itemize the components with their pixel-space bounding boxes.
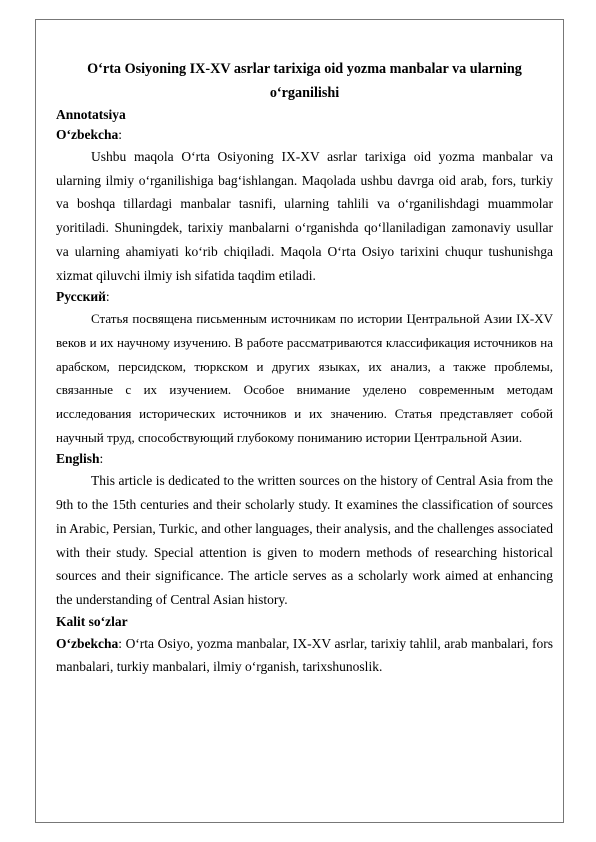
keywords-uzbek: O‘zbekcha: O‘rta Osiyo, yozma manbalar, IX-XV asrlar, tarixiy tahlil, arab manbalari, fors manbalari, turkiy manbalari, ilmiy o‘rganish, tarixshunoslik. xyxy=(56,635,553,675)
russian-label-text: Русский xyxy=(56,289,106,305)
english-abstract: This article is dedicated to the written sources on the history of Central Asia from the 9th to the 15th centuries and their scholarly study. It examines the classification of sources in Arabic, Persian, Turkic, and other languages, their analysis, and the challenges associated with their study. Special attention is given to modern methods of researching historical sources and their significance. The article serves as a scholarly work aimed at enhancing the understanding of Central Asian history. xyxy=(56,473,553,607)
english-label-text: English xyxy=(56,451,100,467)
title-line-2: o‘rganilishi xyxy=(269,85,340,101)
english-label: English: xyxy=(56,451,104,467)
keywords-uzbek-label: O‘zbekcha xyxy=(56,635,119,651)
uzbek-label: O‘zbekcha: xyxy=(56,127,123,142)
title-line-1: O‘rta Osiyoning IX-XV asrlar tarixiga oid yozma manbalar va ularning xyxy=(87,61,522,77)
keywords-uzbek-text: O‘rta Osiyo, yozma manbalar, IX-XV asrlar, tarixiy tahlil, arab manbalari, fors manbalari, turkiy manbalari, ilmiy o‘rganish, tarixshunoslik. xyxy=(56,635,553,675)
annotation-heading: Annotatsiya xyxy=(56,107,126,122)
russian-abstract: Статья посвящена письменным источникам по истории Центральной Азии IX-XV веков и их научному изучению. В работе рассматриваются классификация источников на арабском, персидском, тюркском и других языках, их анализ, а также проблемы, связанные с их изучением. Особое внимание уделено современным методам исследования исторических источников и их значению. Статья представляет собой научный труд, способствующий глубокому пониманию истории Центральной Азии. xyxy=(56,311,553,445)
document-body xyxy=(56,57,553,679)
keywords-heading: Kalit so‘zlar xyxy=(56,613,128,629)
uzbek-label-text: O‘zbekcha xyxy=(56,127,119,142)
article-title xyxy=(62,57,547,105)
russian-label: Русский: xyxy=(56,289,110,305)
uzbek-abstract: Ushbu maqola O‘rta Osiyoning IX-XV asrlar tarixiga oid yozma manbalar va ularning ilmiy o‘rganilishiga bag‘ishlangan. Maqolada ushbu davrga oid arab, fors, turkiy va boshqa tillardagi manbalar tasnifi, ularning tahlili va o‘rganilishdagi muammolar yoritiladi. Shuningdek, tarixiy manbalarni o‘rganishda qo‘llaniladigan zamonaviy usullar va ularning ahamiyati ko‘rib chiqiladi. Maqola O‘rta Osiyo tarixini chuqur tushunishga xizmat qiluvchi ilmiy ish sifatida taqdim etiladi. xyxy=(56,149,553,283)
